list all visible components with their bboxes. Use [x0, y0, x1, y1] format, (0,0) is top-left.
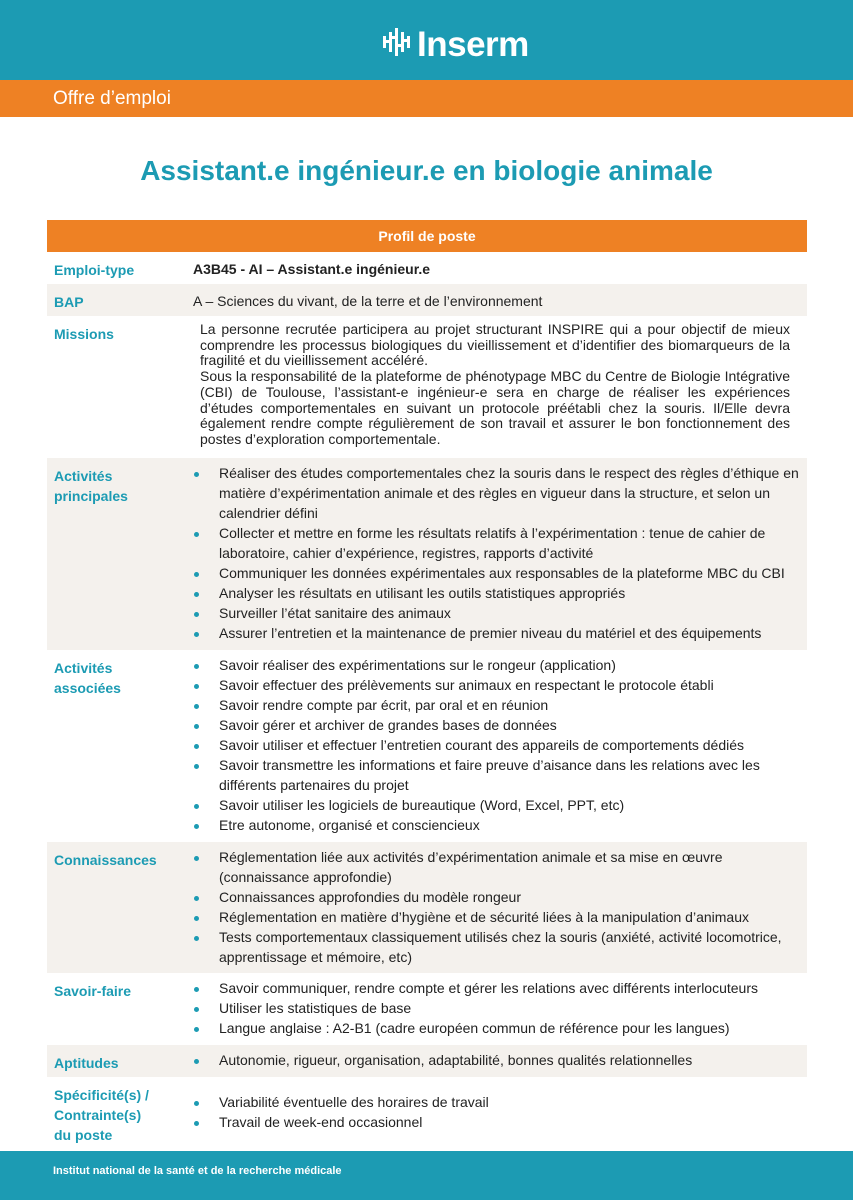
- connaissances-label: Connaissances: [54, 852, 157, 868]
- emploi-type-value: [193, 260, 793, 279]
- bullet-icon: [194, 856, 199, 861]
- bullet-icon: [194, 1059, 199, 1064]
- bullet-icon: [194, 1027, 199, 1032]
- connaissances-list: [193, 847, 803, 967]
- bullet-icon: [194, 1101, 199, 1106]
- bullet-icon: [194, 632, 199, 637]
- row-aptitudes: [47, 1045, 807, 1077]
- bap-value: A – Sciences du vivant, de la terre et de l’environnement: [193, 293, 543, 309]
- row-savoir-faire: [47, 973, 807, 1045]
- footer-text: Institut national de la santé et de la recherche médicale: [53, 1165, 342, 1177]
- bullet-icon: [194, 532, 199, 537]
- aptitudes-label: Aptitudes: [54, 1055, 119, 1071]
- list-item: Tests comportementaux classiquement utilisés chez la souris (anxiété, activité locomotrice, apprentissage et mémoire, etc): [193, 927, 803, 967]
- list-item: Langue anglaise : A2-B1 (cadre européen commun de référence pour les langues): [193, 1018, 803, 1038]
- list-item: Assurer l’entretien et la maintenance de premier niveau du matériel et des équipements: [193, 623, 803, 643]
- specificites-label: [54, 1085, 184, 1145]
- emploi-type-code: A3B45: [193, 261, 237, 277]
- activites-principales-label-line2: principales: [54, 488, 128, 504]
- bullet-icon: [194, 472, 199, 477]
- header-bar: [0, 0, 853, 80]
- activites-associees-label-line1: Activités: [54, 660, 113, 676]
- bullet-icon: [194, 896, 199, 901]
- offer-label: Offre d’emploi: [53, 88, 171, 109]
- aptitudes-list: [193, 1050, 803, 1070]
- specificites-list: [193, 1092, 803, 1132]
- job-title: Assistant.e ingénieur.e en biologie animale: [140, 155, 713, 186]
- bullet-icon: [194, 824, 199, 829]
- logo-text: Inserm: [417, 25, 529, 64]
- list-item: Connaissances approfondies du modèle rongeur: [193, 887, 803, 907]
- list-item: Savoir communiquer, rendre compte et gérer les relations avec différents interlocuteurs: [193, 978, 803, 998]
- profile-header: Profil de poste: [47, 220, 807, 252]
- savoir-faire-list: [193, 978, 803, 1038]
- list-item: Variabilité éventuelle des horaires de travail: [193, 1092, 803, 1112]
- inserm-logo-icon: [383, 26, 411, 62]
- list-item: Réglementation liée aux activités d’expérimentation animale et sa mise en œuvre (connaissance approfondie): [193, 847, 803, 887]
- bullet-icon: [194, 664, 199, 669]
- specificites-label-line3: du poste: [54, 1127, 113, 1143]
- missions-label: Missions: [54, 326, 114, 342]
- row-activites-associees: [47, 650, 807, 842]
- list-item: Réglementation en matière d’hygiène et de sécurité liées à la manipulation d’animaux: [193, 907, 803, 927]
- bullet-icon: [194, 936, 199, 941]
- emploi-type-label: Emploi-type: [54, 262, 135, 278]
- activites-associees-label: [54, 658, 184, 698]
- bullet-icon: [194, 572, 199, 577]
- row-missions: [47, 316, 807, 458]
- activites-principales-label-line1: Activités: [54, 468, 113, 484]
- activites-principales-label: [54, 466, 184, 506]
- offer-bar: [0, 80, 853, 117]
- list-item: Savoir rendre compte par écrit, par oral et en réunion: [193, 695, 803, 715]
- bullet-icon: [194, 744, 199, 749]
- bullet-icon: [194, 764, 199, 769]
- bap-label: BAP: [54, 294, 84, 310]
- bullet-icon: [194, 916, 199, 921]
- list-item: Analyser les résultats en utilisant les outils statistiques appropriés: [193, 583, 803, 603]
- list-item: Savoir effectuer des prélèvements sur animaux en respectant le protocole établi: [193, 675, 803, 695]
- row-bap: [47, 284, 807, 316]
- list-item: Etre autonome, organisé et consciencieux: [193, 815, 803, 835]
- row-emploi-type: [47, 252, 807, 284]
- bullet-icon: [194, 612, 199, 617]
- missions-paragraph-2: Sous la responsabilité de la plateforme de phénotypage MBC du Centre de Biologie Intégrative (CBI) de Toulouse, l’assistant-e ingénieur-e sera en charge de réaliser les expériences d’études comportementales en suivant un protocole préétabli chez la souris. Il/Elle devra également rendre compte régulièrement de son travail et assurer le bon fonctionnement des postes d’exploration comportementale.: [200, 368, 790, 447]
- activites-associees-label-line2: associées: [54, 680, 121, 696]
- emploi-type-rest: - AI – Assistant.e ingénieur.e: [236, 261, 431, 277]
- bullet-icon: [194, 724, 199, 729]
- bullet-icon: [194, 987, 199, 992]
- list-item: Utiliser les statistiques de base: [193, 998, 803, 1018]
- missions-text: [200, 322, 790, 448]
- list-item: Surveiller l’état sanitaire des animaux: [193, 603, 803, 623]
- list-item: Réaliser des études comportementales chez la souris dans le respect des règles d’éthique en matière d’expérimentation animale et des règles en vigueur dans la structure, et selon un calendrier défini: [193, 463, 803, 523]
- list-item: Savoir transmettre les informations et faire preuve d’aisance dans les relations avec les différents partenaires du projet: [193, 755, 803, 795]
- row-activites-principales: [47, 458, 807, 650]
- list-item: Savoir gérer et archiver de grandes bases de données: [193, 715, 803, 735]
- bullet-icon: [194, 592, 199, 597]
- bullet-icon: [194, 684, 199, 689]
- savoir-faire-label: Savoir-faire: [54, 983, 132, 999]
- list-item: Collecter et mettre en forme les résultats relatifs à l’expérimentation : tenue de cahier de laboratoire, cahier d’expérience, registres, rapports d’activité: [193, 523, 803, 563]
- bullet-icon: [194, 1007, 199, 1012]
- activites-principales-list: [193, 463, 803, 643]
- list-item: Communiquer les données expérimentales aux responsables de la plateforme MBC du CBI: [193, 563, 803, 583]
- row-specificites: [47, 1077, 807, 1147]
- activites-associees-list: [193, 655, 803, 835]
- bullet-icon: [194, 804, 199, 809]
- specificites-label-line2: Contrainte(s): [54, 1107, 142, 1123]
- list-item: Savoir réaliser des expérimentations sur le rongeur (application): [193, 655, 803, 675]
- list-item: Savoir utiliser et effectuer l’entretien courant des appareils de comportements dédiés: [193, 735, 803, 755]
- list-item: Savoir utiliser les logiciels de bureautique (Word, Excel, PPT, etc): [193, 795, 803, 815]
- inserm-logo: [383, 26, 529, 70]
- specificites-label-line1: Spécificité(s) /: [54, 1087, 149, 1103]
- row-connaissances: [47, 842, 807, 973]
- list-item: Autonomie, rigueur, organisation, adaptabilité, bonnes qualités relationnelles: [193, 1050, 803, 1070]
- list-item: Travail de week-end occasionnel: [193, 1112, 803, 1132]
- footer-bar: [0, 1151, 853, 1200]
- missions-paragraph-1: La personne recrutée participera au projet structurant INSPIRE qui a pour objectif de mieux comprendre les processus biologiques du vieillissement et d’identifier des biomarqueurs de la fragilité et du vieillissement accéléré.: [200, 321, 790, 369]
- bullet-icon: [194, 704, 199, 709]
- bullet-icon: [194, 1121, 199, 1126]
